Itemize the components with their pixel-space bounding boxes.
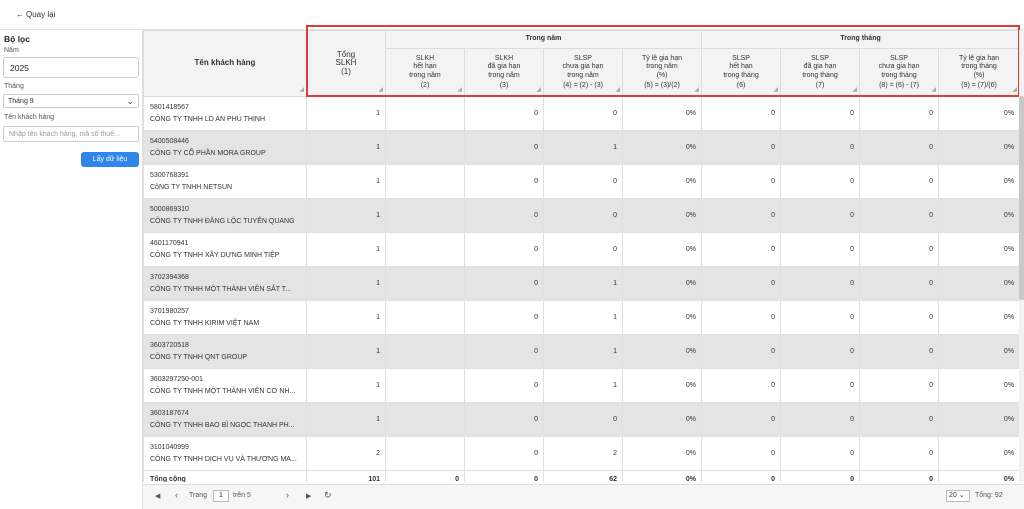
table-row[interactable] [144, 199, 1020, 233]
column-header-9[interactable]: Tỷ lệ gia hạn trong tháng (%) (9) = (7)/(6) ◢ [939, 49, 1019, 97]
table-row[interactable] [144, 301, 1020, 335]
value-cell: 0% [939, 403, 1019, 437]
value-cell: 0 [465, 165, 544, 199]
value-cell: 0% [623, 97, 702, 131]
summary-label: Tổng cộng [144, 471, 307, 483]
group-header-month: Trong tháng [702, 31, 1019, 49]
value-cell: 0 [702, 369, 781, 403]
value-cell: 0 [465, 131, 544, 165]
value-cell: 0% [939, 301, 1019, 335]
table-row[interactable] [144, 165, 1020, 199]
summary-row [144, 471, 1020, 483]
summary-cell: 0% [939, 471, 1019, 483]
value-cell: 0% [623, 369, 702, 403]
value-cell: 0 [860, 233, 939, 267]
arrow-left-icon: ← [16, 10, 24, 19]
value-cell: 0 [860, 131, 939, 165]
value-cell [386, 267, 465, 301]
last-page-icon[interactable]: ▶ [306, 493, 312, 500]
value-cell: 0 [860, 97, 939, 131]
value-cell: 1 [307, 97, 386, 131]
month-select[interactable]: Tháng 9 ⌄ [3, 94, 139, 108]
customer-label: Tên khách hàng [4, 114, 55, 121]
value-cell: 1 [307, 165, 386, 199]
value-cell: 0 [781, 131, 860, 165]
first-page-icon[interactable]: ◀ [155, 493, 161, 500]
value-cell: 0 [465, 233, 544, 267]
customer-cell: 3101040999 CÔNG TY TNHH DỊCH VỤ VÀ THƯƠNG MA... [144, 437, 307, 471]
value-cell: 1 [307, 233, 386, 267]
month-label: Tháng [4, 83, 24, 90]
page-size-select[interactable]: 20 ⌄ [946, 490, 970, 502]
value-cell [386, 301, 465, 335]
value-cell: 0 [781, 301, 860, 335]
table-row[interactable] [144, 335, 1020, 369]
value-cell: 0% [623, 165, 702, 199]
summary-cell: 0% [623, 471, 702, 483]
value-cell: 0 [702, 199, 781, 233]
year-label: Năm [4, 47, 19, 54]
value-cell: 0 [465, 437, 544, 471]
customer-cell: 3701980257 CÔNG TY TNHH KIRIM VIỆT NAM [144, 301, 307, 335]
value-cell: 0 [781, 199, 860, 233]
value-cell: 0 [860, 335, 939, 369]
value-cell: 0 [781, 437, 860, 471]
value-cell: 1 [544, 301, 623, 335]
value-cell [386, 199, 465, 233]
customer-cell: 3603187674 CÔNG TY TNHH BAO BÌ NGỌC THANH PH... [144, 403, 307, 437]
column-header-4[interactable]: SLSP chưa gia hạn trong năm (4) = (2) - (3) ◢ [544, 49, 623, 97]
table-row[interactable] [144, 233, 1020, 267]
value-cell: 0 [544, 233, 623, 267]
value-cell [386, 369, 465, 403]
value-cell: 0 [860, 437, 939, 471]
summary-cell: 101 [307, 471, 386, 483]
summary-cell: 0 [465, 471, 544, 483]
load-data-button[interactable]: Lấy dữ liệu [81, 152, 139, 167]
customer-search-input[interactable]: Nhập tên khách hàng, mã số thuế... [3, 126, 139, 142]
value-cell: 0 [544, 165, 623, 199]
value-cell: 0 [860, 301, 939, 335]
value-cell: 0% [623, 335, 702, 369]
value-cell: 1 [307, 369, 386, 403]
value-cell: 0 [465, 335, 544, 369]
value-cell: 2 [544, 437, 623, 471]
customer-cell: 5400508446 CÔNG TY CỔ PHẦN MORA GROUP [144, 131, 307, 165]
customer-cell: 3603720518 CÔNG TY TNHH QNT GROUP [144, 335, 307, 369]
scrollbar-thumb[interactable] [1019, 96, 1024, 300]
summary-cell: 0 [781, 471, 860, 483]
value-cell: 0% [939, 267, 1019, 301]
value-cell: 0 [702, 131, 781, 165]
value-cell: 0 [702, 233, 781, 267]
value-cell: 0% [939, 335, 1019, 369]
filter-title: Bộ lọc [4, 34, 30, 44]
summary-cell: 0 [702, 471, 781, 483]
value-cell: 0 [702, 437, 781, 471]
value-cell: 0% [623, 437, 702, 471]
customer-cell: 4601170941 CÔNG TY TNHH XÂY DỰNG MINH TIỆP [144, 233, 307, 267]
value-cell: 0% [939, 369, 1019, 403]
column-header-customer[interactable]: Tên khách hàng ◢ [144, 31, 307, 97]
value-cell: 0 [544, 97, 623, 131]
value-cell: 0% [623, 403, 702, 437]
column-header-7[interactable]: SLSP đã gia hạn trong tháng (7) ◢ [781, 49, 860, 97]
table-row[interactable] [144, 369, 1020, 403]
value-cell: 1 [307, 403, 386, 437]
column-header-3[interactable]: SLKH đã gia hạn trong năm (3) ◢ [465, 49, 544, 97]
value-cell [386, 233, 465, 267]
value-cell: 0 [860, 403, 939, 437]
value-cell: 1 [544, 335, 623, 369]
value-cell: 0 [702, 403, 781, 437]
value-cell: 0% [623, 199, 702, 233]
value-cell: 1 [307, 131, 386, 165]
value-cell [386, 403, 465, 437]
value-cell: 0 [702, 335, 781, 369]
summary-cell: 0 [860, 471, 939, 483]
table-row[interactable] [144, 267, 1020, 301]
value-cell: 1 [544, 131, 623, 165]
value-cell: 0% [939, 97, 1019, 131]
value-cell: 0 [465, 301, 544, 335]
customer-cell: 3603297250-001 CÔNG TY TNHH MỘT THÀNH VIÊN CƠ NH... [144, 369, 307, 403]
page-of-label: trên 5 [233, 492, 251, 499]
value-cell: 0 [544, 403, 623, 437]
value-cell: 0 [702, 97, 781, 131]
value-cell: 0% [623, 233, 702, 267]
value-cell [386, 437, 465, 471]
value-cell [386, 131, 465, 165]
value-cell: 0 [781, 403, 860, 437]
value-cell: 1 [307, 335, 386, 369]
value-cell: 0 [702, 301, 781, 335]
prev-page-icon[interactable]: ‹ [175, 490, 178, 500]
value-cell: 0 [781, 97, 860, 131]
value-cell: 0% [939, 165, 1019, 199]
value-cell: 2 [307, 437, 386, 471]
page-number-input[interactable]: 1 [213, 490, 229, 502]
value-cell: 0% [623, 267, 702, 301]
customer-cell: 5000869310 CÔNG TY TNHH ĐĂNG LỘC TUYÊN QUANG [144, 199, 307, 233]
customer-cell: 5300768391 CôNG TY TNHH NETSUN [144, 165, 307, 199]
value-cell: 0% [939, 437, 1019, 471]
chevron-down-icon: ⌄ [126, 96, 134, 106]
value-cell [386, 97, 465, 131]
value-cell: 0 [465, 97, 544, 131]
total-count: Tổng: 92 [975, 492, 1003, 499]
report-grid [143, 30, 1019, 482]
year-input[interactable]: 2025 [3, 57, 139, 78]
value-cell [386, 165, 465, 199]
value-cell: 1 [307, 199, 386, 233]
value-cell: 0 [702, 165, 781, 199]
column-header-6[interactable]: SLSP hết hạn trong tháng (6) ◢ [702, 49, 781, 97]
value-cell: 0% [939, 199, 1019, 233]
value-cell: 0 [860, 369, 939, 403]
value-cell: 0 [860, 165, 939, 199]
filter-panel [0, 30, 143, 509]
value-cell: 0 [781, 233, 860, 267]
page-label: Trang [189, 492, 208, 499]
value-cell: 0% [623, 131, 702, 165]
refresh-icon[interactable]: ↻ [324, 490, 332, 500]
value-cell: 0% [939, 233, 1019, 267]
value-cell: 0 [781, 165, 860, 199]
summary-cell: 62 [544, 471, 623, 483]
value-cell: 1 [307, 301, 386, 335]
table-row[interactable] [144, 97, 1020, 131]
column-header-5[interactable]: Tỷ lệ gia hạn trong năm (%) (5) = (3)/(2) ◢ [623, 49, 702, 97]
value-cell: 1 [544, 267, 623, 301]
value-cell: 0 [860, 199, 939, 233]
value-cell: 1 [307, 267, 386, 301]
next-page-icon[interactable]: › [286, 490, 289, 500]
value-cell: 0% [623, 301, 702, 335]
value-cell: 0 [465, 369, 544, 403]
top-bar [0, 0, 1024, 30]
column-header-8[interactable]: SLSP chưa gia hạn trong tháng (8) = (6) - (7) ◢ [860, 49, 939, 97]
table-row[interactable] [144, 437, 1020, 471]
table-row[interactable] [144, 403, 1020, 437]
value-cell: 0 [465, 267, 544, 301]
customer-cell: 5801418567 CÔNG TY TNHH LD AN PHÚ THỊNH [144, 97, 307, 131]
customer-cell: 3702394368 CÔNG TY TNHH MỘT THÀNH VIÊN SẮT T... [144, 267, 307, 301]
group-header-year: Trong năm [386, 31, 702, 49]
value-cell: 0 [781, 335, 860, 369]
column-header-2[interactable]: SLKH hết hạn trong năm (2) ◢ [386, 49, 465, 97]
value-cell: 0 [465, 403, 544, 437]
back-button[interactable]: ← Quay lại [16, 10, 56, 19]
value-cell: 0 [702, 267, 781, 301]
value-cell: 0 [781, 267, 860, 301]
value-cell: 0 [544, 199, 623, 233]
value-cell: 0 [860, 267, 939, 301]
pagination-bar [143, 484, 1024, 509]
value-cell: 0 [465, 199, 544, 233]
value-cell: 0 [781, 369, 860, 403]
table-row[interactable] [144, 131, 1020, 165]
summary-cell: 0 [386, 471, 465, 483]
value-cell: 1 [544, 369, 623, 403]
value-cell [386, 335, 465, 369]
value-cell: 0% [939, 131, 1019, 165]
column-header-total[interactable]: Tổng SLKH (1) ◢ [307, 31, 386, 97]
